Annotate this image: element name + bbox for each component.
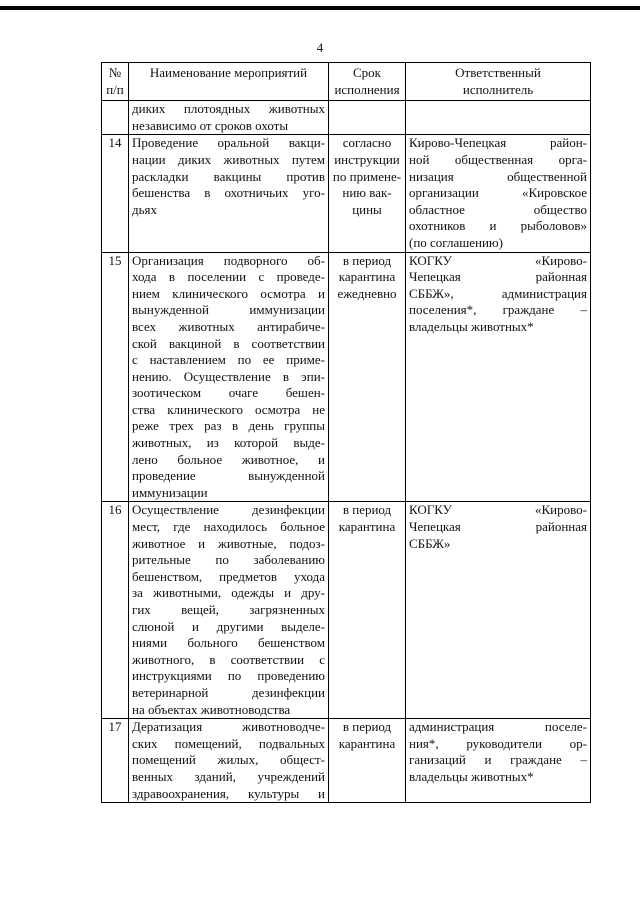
table-row: [102, 502, 591, 719]
cell-measure-name: [129, 719, 329, 803]
text-line: иммунизации: [132, 484, 208, 500]
text-line: ежедневно: [337, 285, 397, 301]
text-line: ветеринарной дезинфекции: [132, 684, 325, 700]
text-line: СББЖ»: [409, 535, 451, 551]
text-line: нию вак-: [342, 185, 392, 201]
cell-num: 14: [102, 135, 129, 252]
text-line: карантина: [338, 735, 396, 751]
text-line: нации диких животных путем: [132, 151, 325, 167]
page-number: 4: [316, 40, 324, 55]
header-num-line: №: [108, 65, 122, 80]
text-line: независимо от сроков охоты: [132, 117, 289, 133]
text-line: КОГКУ «Кирово-: [409, 502, 587, 518]
text-line: бешенства в охотничьих уго-: [132, 185, 325, 201]
cell-num: [102, 101, 129, 135]
text-line: нению. Осуществление в эпи-: [132, 368, 325, 384]
header-term-line: исполнения: [334, 81, 400, 97]
header-term-line: Срок: [353, 65, 381, 80]
text-line: ганизаций и граждане –: [409, 752, 587, 768]
text-line: лено больное животное, и: [132, 451, 325, 467]
text-line: бешенством, предметов ухода: [132, 568, 325, 584]
text-line: животное и животные, подоз-: [132, 535, 325, 551]
text-line: слюной и другими выделе-: [132, 618, 325, 634]
text-line: в период: [342, 719, 392, 735]
text-line: всех животных антирабиче-: [132, 318, 325, 334]
text-line: за животными, одежды и дру-: [132, 585, 325, 601]
cell-measure-name: [129, 502, 329, 719]
text-line: карантина: [338, 269, 396, 285]
header-name: Наименование мероприятий: [129, 63, 329, 101]
text-line: КОГКУ «Кирово-: [409, 252, 587, 268]
header-responsible-line: исполнитель: [462, 81, 534, 97]
text-line: по примене-: [332, 168, 402, 184]
text-line: инструкции: [334, 151, 400, 167]
text-line: согласно: [342, 135, 392, 151]
text-line: животных, из которой выде-: [132, 435, 325, 451]
text-line: дьях: [132, 201, 158, 217]
cell-term: [329, 502, 406, 719]
cell-measure-name: [129, 101, 329, 135]
text-line: в период: [342, 502, 392, 518]
text-line: поселения*, граждане –: [409, 302, 587, 318]
header-num-line: п/п: [106, 81, 124, 97]
text-line: проведение вынужденной: [132, 468, 325, 484]
text-line: гих вещей, загрязненных: [132, 602, 325, 617]
text-line: помещений жилых, общест-: [132, 752, 325, 768]
cell-term: [329, 101, 406, 135]
text-line: в период: [342, 252, 392, 268]
text-line: зоотическом очаге бешен-: [132, 385, 325, 401]
text-line: СББЖ», администрация: [409, 285, 587, 301]
table-row-continuation: [102, 101, 591, 135]
header-num: [102, 63, 129, 101]
text-line: нием клинического осмотра и: [132, 285, 325, 301]
text-line: охотников и рыболовов»: [409, 218, 587, 234]
text-line: инструкциями по проведению: [132, 668, 325, 684]
table-header-row: [102, 63, 591, 101]
cell-num: 17: [102, 719, 129, 803]
text-line: Организация подворного об-: [132, 252, 325, 268]
header-responsible-line: Ответственный: [455, 65, 541, 80]
top-border-line: [0, 6, 640, 10]
text-line: вынужденной иммунизации: [132, 302, 325, 318]
header-responsible: [406, 63, 591, 101]
cell-responsible: [406, 252, 591, 502]
table-row: [102, 719, 591, 803]
text-line: владельцы животных*: [409, 768, 534, 784]
text-line: областное общество: [409, 201, 587, 217]
text-line: ских помещений, подвальных: [132, 735, 325, 751]
cell-measure-name: [129, 252, 329, 502]
cell-num: 16: [102, 502, 129, 719]
cell-responsible: [406, 135, 591, 252]
text-line: венных зданий, учреждений: [132, 768, 325, 784]
text-line: ниями больного бешенством: [132, 635, 325, 651]
cell-measure-name: [129, 135, 329, 252]
table-row: [102, 252, 591, 502]
cell-responsible: [406, 101, 591, 135]
text-line: здравоохранения, культуры и: [132, 785, 325, 801]
text-line: администрация поселе-: [409, 719, 587, 735]
text-line: Дератизация животноводче-: [132, 719, 325, 735]
text-line: низация общественной: [409, 168, 587, 184]
measures-table: [101, 62, 591, 803]
text-line: с наставлением по ее приме-: [132, 352, 325, 368]
cell-responsible: [406, 719, 591, 803]
text-line: (по соглашению): [409, 234, 503, 250]
text-line: рительные по заболеванию: [132, 552, 325, 568]
text-line: цины: [352, 201, 382, 217]
cell-term: [329, 252, 406, 502]
text-line: владельцы животных*: [409, 318, 534, 334]
text-line: Чепецкая районная: [409, 519, 587, 535]
table-row: [102, 135, 591, 252]
text-line: Осуществление дезинфекции: [132, 502, 325, 518]
text-line: реже трех раз в день группы: [132, 418, 325, 434]
cell-num: 15: [102, 252, 129, 502]
text-line: ной общественная орга-: [409, 151, 587, 167]
text-line: организации «Кировское: [409, 185, 587, 201]
cell-responsible: [406, 502, 591, 719]
text-line: Чепецкая районная: [409, 269, 587, 285]
header-term: [329, 63, 406, 101]
text-line: хода в поселении с проведе-: [132, 269, 325, 285]
text-line: мест, где находилось больное: [132, 519, 325, 535]
text-line: карантина: [338, 519, 396, 535]
text-line: животного, в соответствии с: [132, 651, 325, 667]
cell-term: [329, 135, 406, 252]
text-line: раскладки вакцины против: [132, 168, 325, 184]
text-line: ния*, руководители ор-: [409, 735, 587, 751]
text-line: диких плотоядных животных: [132, 101, 325, 117]
text-line: на объектах животноводства: [132, 701, 291, 717]
text-line: ской вакциной в соответствии: [132, 335, 325, 351]
text-line: ства клинического осмотра не: [132, 401, 325, 417]
text-line: Кирово-Чепецкая район-: [409, 135, 587, 151]
cell-term: [329, 719, 406, 803]
text-line: Проведение оральной вакци-: [132, 135, 325, 151]
